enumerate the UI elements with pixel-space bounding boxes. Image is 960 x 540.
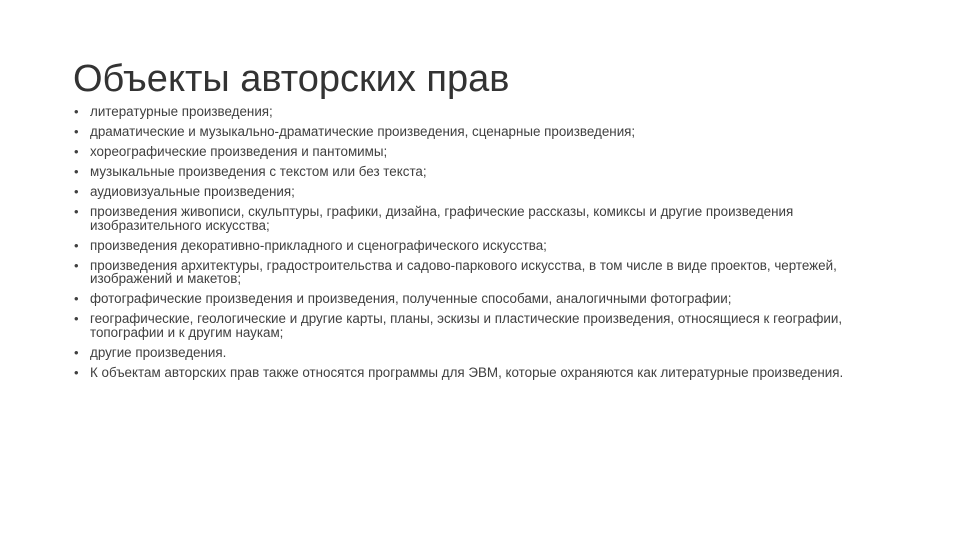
bullet-icon: • [74,204,79,219]
list-item-text: произведения декоративно-прикладного и сценографического искусства; [90,237,547,253]
bullet-list [74,105,904,386]
list-item [74,185,904,199]
list-item-text: аудиовизуальные произведения; [90,184,295,199]
list-item [74,312,904,339]
list-item-text: музыкальные произведения с текстом или без текста; [90,164,427,179]
bullet-icon: • [74,364,79,380]
list-item-text: произведения архитектуры, градостроительства и садово-паркового искусства, в том числе в виде проектов, чертежей, изображений и макетов; [90,257,837,286]
list-item-text: фотографические произведения и произведения, полученные способами, аналогичными фотографии; [90,291,732,306]
slide-title: Объекты авторских прав [73,58,510,100]
bullet-icon: • [74,291,79,306]
bullet-icon: • [74,164,79,179]
bullet-icon: • [74,144,79,159]
bullet-icon: • [74,257,79,273]
list-item [74,259,904,286]
list-item [74,346,904,360]
bullet-icon: • [74,124,79,139]
list-item [74,292,904,306]
list-item-text: драматические и музыкально-драматические произведения, сценарные произведения; [90,124,636,139]
list-item-text: другие произведения. [90,344,227,360]
bullet-icon: • [74,237,79,253]
list-item-text: К объектам авторских прав также относятся программы для ЭВМ, которые охраняются как литературные произведения. [90,364,844,380]
bullet-icon: • [74,344,79,360]
list-item [74,125,904,139]
bullet-icon: • [74,104,79,119]
list-item-text: географические, геологические и другие карты, планы, эскизы и пластические произведения, относящиеся к географии, топографии и к другим наукам; [90,311,843,340]
list-item-text: произведения живописи, скульптуры, графики, дизайна, графические рассказы, комиксы и другие произведения изобразительного искусства; [90,204,794,233]
list-item [74,165,904,179]
list-item [74,145,904,159]
list-item [74,205,904,232]
list-item [74,105,904,119]
bullet-icon: • [74,184,79,199]
list-item-text: литературные произведения; [90,104,273,119]
list-item-text: хореографические произведения и пантомимы; [90,144,388,159]
list-item [74,366,904,380]
list-item [74,239,904,253]
bullet-icon: • [74,311,79,326]
